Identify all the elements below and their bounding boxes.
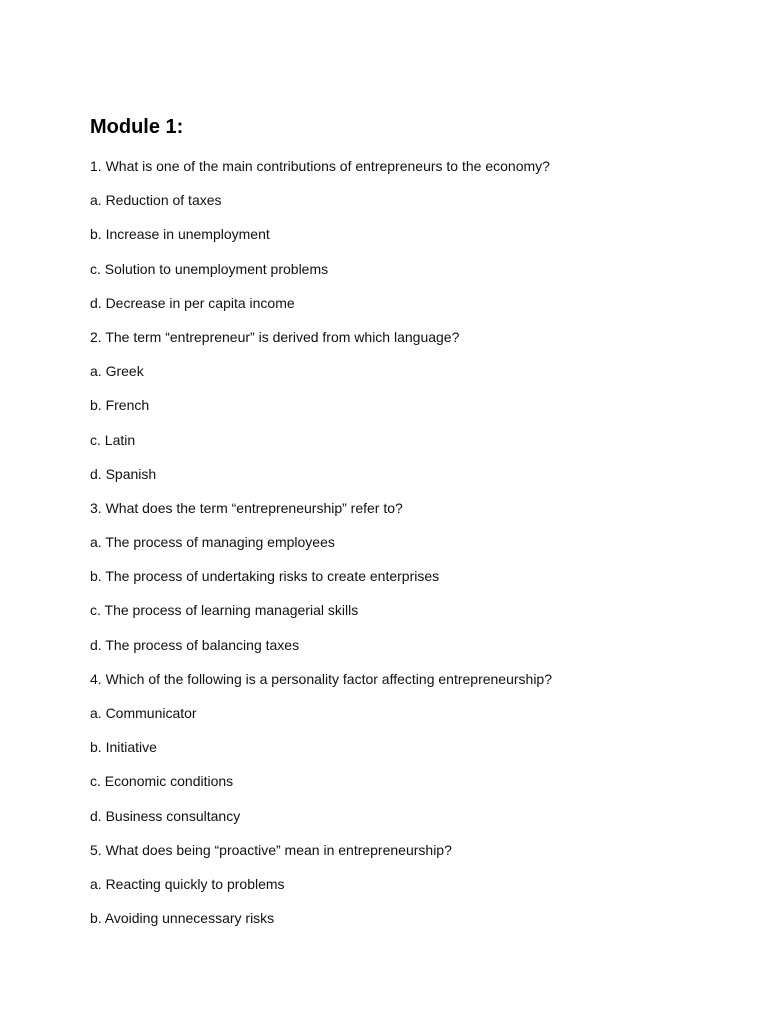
question-2: 2. The term “entrepreneur” is derived from which language? <box>90 328 460 345</box>
question-4-option-d: d. Business consultancy <box>90 807 241 824</box>
question-3: 3. What does the term “entrepreneurship” refer to? <box>90 499 403 516</box>
question-1-option-b: b. Increase in unemployment <box>90 226 270 243</box>
module-title: Module 1: <box>90 116 184 138</box>
question-5: 5. What does being “proactive” mean in entrepreneurship? <box>90 841 452 858</box>
question-5-option-a: a. Reacting quickly to problems <box>90 875 285 892</box>
question-2-option-a: a. Greek <box>90 363 144 380</box>
question-5-option-b: b. Avoiding unnecessary risks <box>90 910 275 927</box>
question-2-option-c: c. Latin <box>90 431 136 448</box>
document-content <box>90 114 730 944</box>
question-4-option-c: c. Economic conditions <box>90 773 234 790</box>
question-4-option-a: a. Communicator <box>90 705 197 721</box>
question-2-option-d: d. Spanish <box>90 465 157 482</box>
question-1-option-d: d. Decrease in per capita income <box>90 294 295 311</box>
question-1: 1. What is one of the main contributions of entrepreneurs to the economy? <box>90 158 550 174</box>
question-3-option-c: c. The process of learning managerial skills <box>90 602 359 619</box>
question-4: 4. Which of the following is a personality factor affecting entrepreneurship? <box>90 670 552 687</box>
question-1-option-a: a. Reduction of taxes <box>90 192 222 209</box>
question-4-option-b: b. Initiative <box>90 739 157 756</box>
question-3-option-a: a. The process of managing employees <box>90 534 335 551</box>
question-1-option-c: c. Solution to unemployment problems <box>90 260 329 277</box>
question-3-option-d: d. The process of balancing taxes <box>90 636 300 653</box>
question-2-option-b: b. French <box>90 397 150 414</box>
question-3-option-b: b. The process of undertaking risks to create enterprises <box>90 568 440 585</box>
